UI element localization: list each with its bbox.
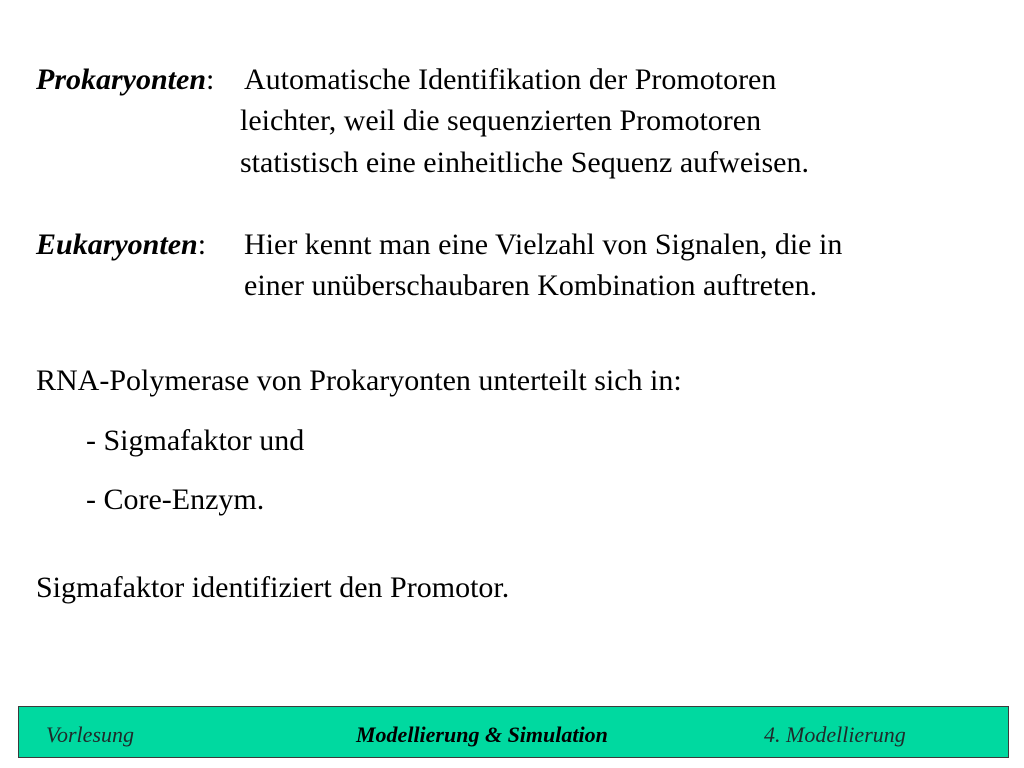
footer-right: 4. Modellierung [764, 722, 906, 747]
prokaryonten-line-1: Automatische Identifikation der Promotoren [244, 63, 777, 96]
rna-polymerase-intro: RNA-Polymerase von Prokaryonten unterteilt sich in: [36, 364, 682, 397]
eukaryonten-label: Eukaryonten [36, 228, 198, 261]
prokaryonten-line-2: leichter, weil die sequenzierten Promotoren [240, 104, 762, 137]
prokaryonten-colon: : [206, 63, 215, 96]
eukaryonten-line-2: einer unüberschaubaren Kombination auftreten. [244, 269, 818, 302]
conclusion: Sigmafaktor identifiziert den Promotor. [36, 571, 510, 604]
footer-center: Modellierung & Simulation [356, 722, 608, 747]
prokaryonten-term [36, 62, 214, 98]
prokaryonten-line-3: statistisch eine einheitliche Sequenz aufweisen. [240, 146, 809, 179]
eukaryonten-line-1: Hier kennt man eine Vielzahl von Signalen, die in [244, 228, 843, 261]
rna-polymerase-item-2: - Core-Enzym. [86, 483, 265, 516]
rna-polymerase-item-1: - Sigmafaktor und [86, 424, 305, 457]
prokaryonten-label: Prokaryonten [36, 63, 207, 96]
eukaryonten-term [36, 227, 206, 263]
footer-left: Vorlesung [46, 722, 134, 747]
eukaryonten-colon: : [197, 228, 207, 261]
footer-bar [18, 706, 1009, 758]
